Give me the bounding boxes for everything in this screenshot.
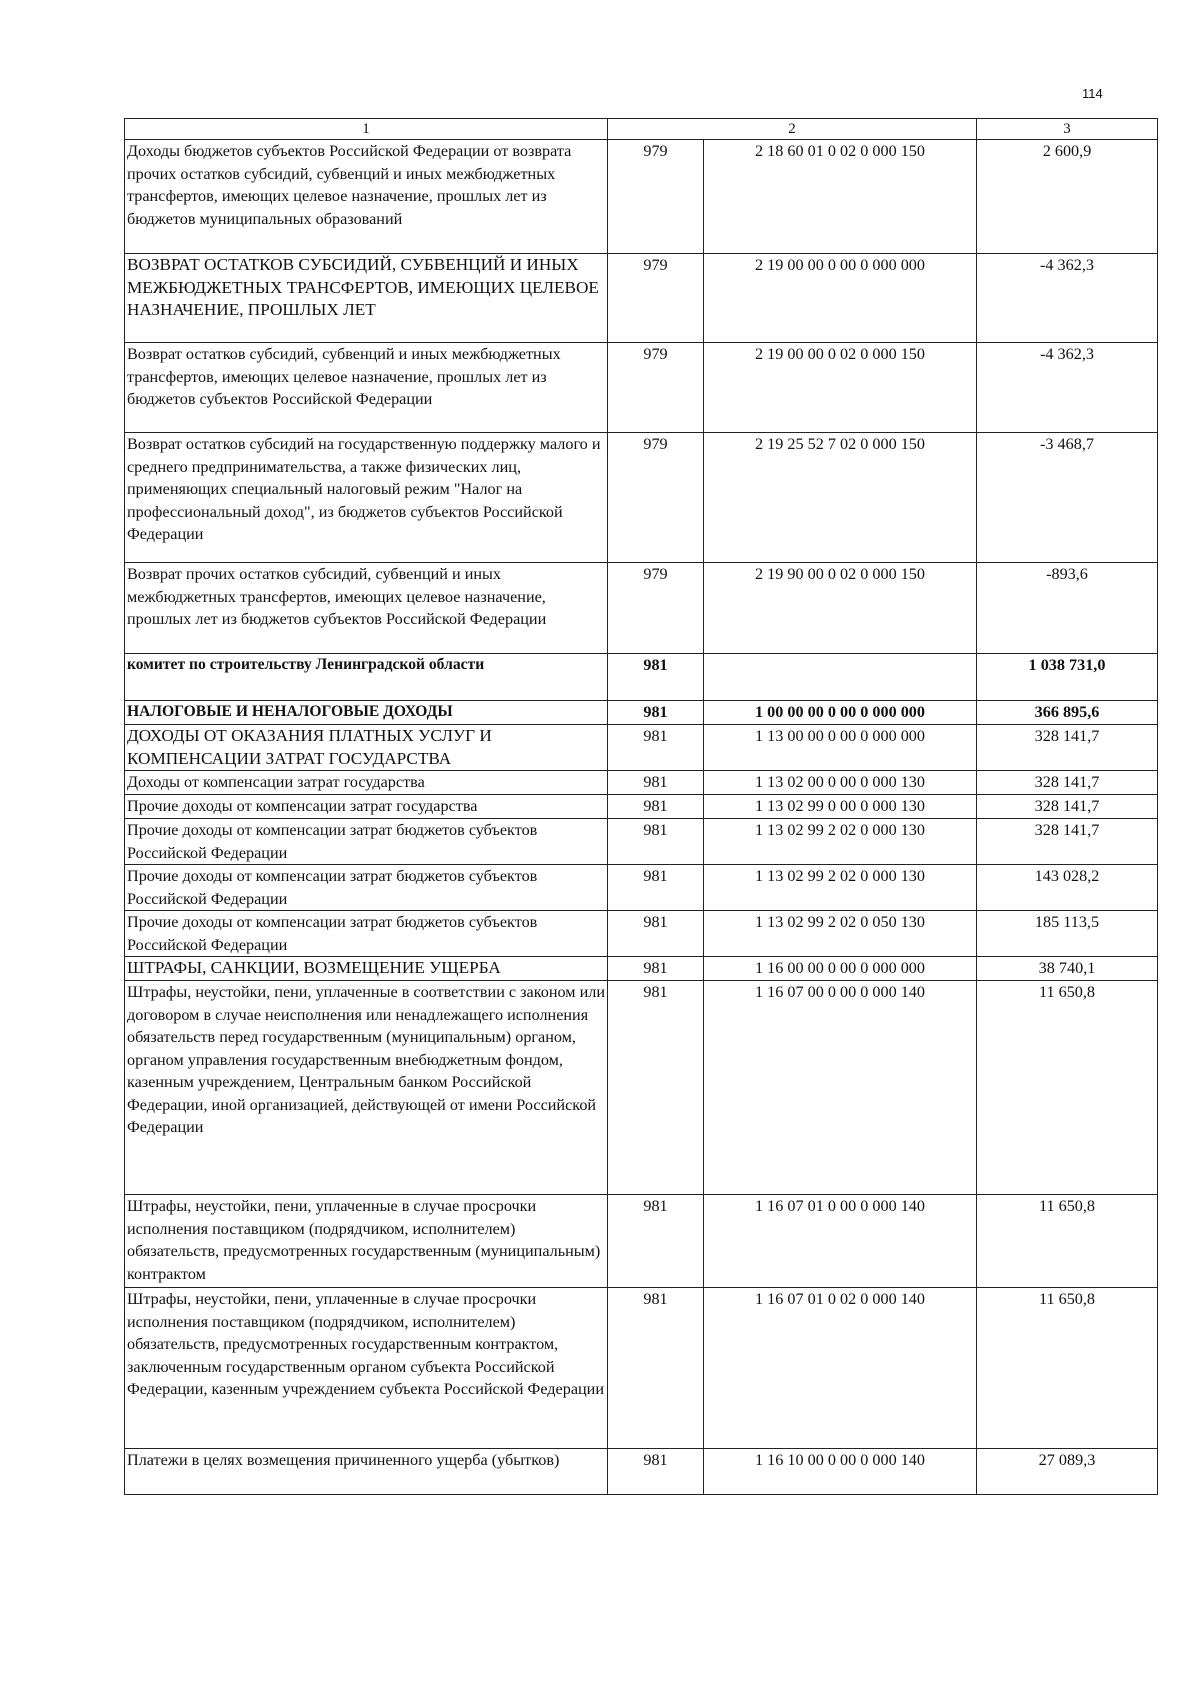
budget-classification-code: 2 19 00 00 0 00 0 000 000 [704,254,977,343]
table-row [125,771,1158,795]
revenue-name: Штрафы, неустойки, пени, уплаченные в соответствии с законом или договором в случае неисполнения или ненадлежащего исполнения обязательств перед государственным (муниципальным) органом, органом управления государственным внебюджетным фондом, казенным учреждением, Центральным банком Российской Федерации, иной организацией, действующей от имени Российской Федерации [125,981,608,1195]
revenue-name: ДОХОДЫ ОТ ОКАЗАНИЯ ПЛАТНЫХ УСЛУГ И КОМПЕНСАЦИИ ЗАТРАТ ГОСУДАРСТВА [125,725,608,771]
amount: -4 362,3 [977,254,1158,343]
admin-code: 981 [608,865,704,911]
amount: 2 600,9 [977,140,1158,254]
admin-code: 981 [608,1449,704,1495]
admin-code: 981 [608,911,704,957]
admin-code: 981 [608,819,704,865]
revenue-name: Штрафы, неустойки, пени, уплаченные в случае просрочки исполнения поставщиком (подрядчиком, исполнителем) обязательств, предусмотренных государственным (муниципальным) контрактом [125,1195,608,1288]
amount: 1 038 731,0 [977,654,1158,701]
admin-code: 979 [608,140,704,254]
budget-classification-code: 2 18 60 01 0 02 0 000 150 [704,140,977,254]
table-row [125,1288,1158,1449]
admin-code: 981 [608,771,704,795]
amount: 38 740,1 [977,957,1158,981]
table-row [125,819,1158,865]
budget-classification-code: 1 16 07 01 0 00 0 000 140 [704,1195,977,1288]
amount: 366 895,6 [977,701,1158,725]
revenue-name: Возврат прочих остатков субсидий, субвенций и иных межбюджетных трансфертов, имеющих целевое назначение, прошлых лет из бюджетов субъектов Российской Федерации [125,563,608,654]
table-row [125,654,1158,701]
admin-code: 981 [608,725,704,771]
revenue-name: Штрафы, неустойки, пени, уплаченные в случае просрочки исполнения поставщиком (подрядчиком, исполнителем) обязательств, предусмотренных государственным контрактом, заключенным государственным органом субъекта Российской Федерации, казенным учреждением субъекта Российской Федерации [125,1288,608,1449]
revenue-name: ШТРАФЫ, САНКЦИИ, ВОЗМЕЩЕНИЕ УЩЕРБА [125,957,608,981]
budget-classification-code: 1 13 00 00 0 00 0 000 000 [704,725,977,771]
table-row [125,795,1158,819]
admin-code: 979 [608,343,704,433]
budget-classification-code: 2 19 25 52 7 02 0 000 150 [704,433,977,563]
revenue-name: Возврат остатков субсидий на государственную поддержку малого и среднего предпринимательства, а также физических лиц, применяющих специальный налоговый режим "Налог на профессиональный доход", из бюджетов субъектов Российской Федерации [125,433,608,563]
table-row [125,254,1158,343]
admin-code: 981 [608,981,704,1195]
amount: 328 141,7 [977,725,1158,771]
column-header: 3 [977,119,1158,140]
budget-classification-code [704,654,977,701]
budget-classification-code: 2 19 00 00 0 02 0 000 150 [704,343,977,433]
amount: 11 650,8 [977,1195,1158,1288]
amount: -3 468,7 [977,433,1158,563]
revenue-name: Доходы от компенсации затрат государства [125,771,608,795]
revenue-name: Платежи в целях возмещения причиненного ущерба (убытков) [125,1449,608,1495]
admin-code: 981 [608,795,704,819]
column-header: 1 [125,119,608,140]
table-row [125,1449,1158,1495]
revenue-name: ВОЗВРАТ ОСТАТКОВ СУБСИДИЙ, СУБВЕНЦИЙ И ИНЫХ МЕЖБЮДЖЕТНЫХ ТРАНСФЕРТОВ, ИМЕЮЩИХ ЦЕЛЕВОЕ НАЗНАЧЕНИЕ, ПРОШЛЫХ ЛЕТ [125,254,608,343]
budget-classification-code: 1 16 07 01 0 02 0 000 140 [704,1288,977,1449]
amount: 185 113,5 [977,911,1158,957]
budget-classification-code: 1 13 02 99 2 02 0 000 130 [704,865,977,911]
page-number: 114 [1082,86,1103,101]
budget-classification-code: 1 16 00 00 0 00 0 000 000 [704,957,977,981]
amount: -4 362,3 [977,343,1158,433]
admin-code: 981 [608,1195,704,1288]
budget-classification-code: 1 13 02 99 2 02 0 000 130 [704,819,977,865]
amount: 328 141,7 [977,795,1158,819]
table-row [125,140,1158,254]
amount: 11 650,8 [977,1288,1158,1449]
table-row [125,865,1158,911]
admin-code: 979 [608,254,704,343]
table-row [125,911,1158,957]
table-row [125,725,1158,771]
table-row [125,957,1158,981]
budget-classification-code: 1 13 02 99 2 02 0 050 130 [704,911,977,957]
budget-classification-code: 1 16 07 00 0 00 0 000 140 [704,981,977,1195]
revenue-name: Прочие доходы от компенсации затрат бюджетов субъектов Российской Федерации [125,819,608,865]
table-row [125,343,1158,433]
table-row [125,1195,1158,1288]
table-row [125,563,1158,654]
revenue-name: Прочие доходы от компенсации затрат бюджетов субъектов Российской Федерации [125,865,608,911]
table-row [125,701,1158,725]
amount: 328 141,7 [977,771,1158,795]
table-row [125,981,1158,1195]
admin-code: 981 [608,957,704,981]
amount: 27 089,3 [977,1449,1158,1495]
revenue-name: Возврат остатков субсидий, субвенций и иных межбюджетных трансфертов, имеющих целевое назначение, прошлых лет из бюджетов субъектов Российской Федерации [125,343,608,433]
admin-code: 981 [608,654,704,701]
budget-classification-code: 1 13 02 00 0 00 0 000 130 [704,771,977,795]
admin-code: 981 [608,701,704,725]
table-row [125,433,1158,563]
amount: 11 650,8 [977,981,1158,1195]
amount: 143 028,2 [977,865,1158,911]
amount: 328 141,7 [977,819,1158,865]
admin-code: 981 [608,1288,704,1449]
admin-code: 979 [608,563,704,654]
budget-classification-code: 1 00 00 00 0 00 0 000 000 [704,701,977,725]
revenue-name: НАЛОГОВЫЕ И НЕНАЛОГОВЫЕ ДОХОДЫ [125,701,608,725]
revenue-name: комитет по строительству Ленинградской области [125,654,608,701]
amount: -893,6 [977,563,1158,654]
budget-classification-code: 1 13 02 99 0 00 0 000 130 [704,795,977,819]
budget-classification-code: 2 19 90 00 0 02 0 000 150 [704,563,977,654]
admin-code: 979 [608,433,704,563]
budget-classification-code: 1 16 10 00 0 00 0 000 140 [704,1449,977,1495]
revenue-name: Прочие доходы от компенсации затрат бюджетов субъектов Российской Федерации [125,911,608,957]
table-header-row [125,119,1158,140]
revenue-table [124,118,1158,1495]
revenue-name: Прочие доходы от компенсации затрат государства [125,795,608,819]
column-header: 2 [608,119,977,140]
revenue-name: Доходы бюджетов субъектов Российской Федерации от возврата прочих остатков субсидий, субвенций и иных межбюджетных трансфертов, имеющих целевое назначение, прошлых лет из бюджетов муниципальных образований [125,140,608,254]
